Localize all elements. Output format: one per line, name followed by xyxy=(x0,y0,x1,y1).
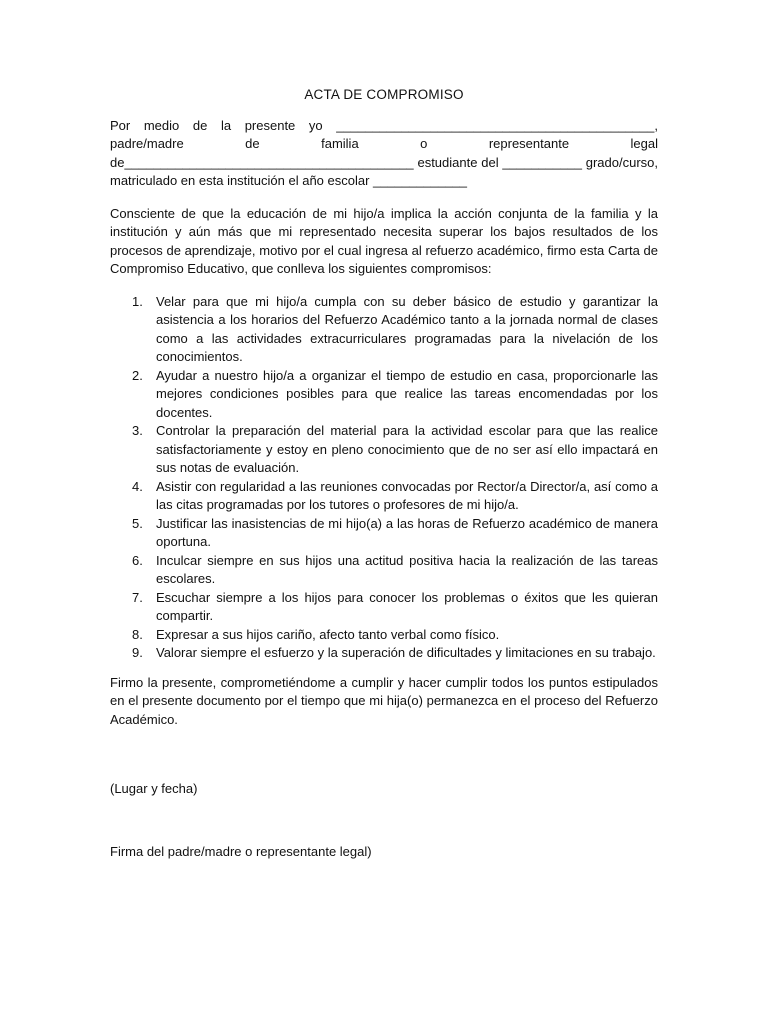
item-number: 8. xyxy=(132,626,143,642)
commitment-item xyxy=(110,626,658,645)
item-text: Ayudar a nuestro hijo/a a organizar el tiempo de estudio en casa, proporcionarle las mejores condiciones posibles para que realice las tareas encomendadas por los docentes. xyxy=(156,367,658,420)
commitment-item xyxy=(110,589,658,626)
item-text: Asistir con regularidad a las reuniones convocadas por Rector/a Director/a, así como a las citas programadas por los tutores o profesores de mi hijo/a. xyxy=(156,478,658,512)
item-text: Expresar a sus hijos cariño, afecto tanto verbal como físico. xyxy=(156,626,500,642)
commitment-item xyxy=(110,293,658,367)
commitment-item xyxy=(110,644,658,663)
document-body xyxy=(110,86,658,743)
commitments-list xyxy=(110,293,658,663)
item-number: 3. xyxy=(132,423,143,438)
item-text: Escuchar siempre a los hijos para conocer los problemas o éxitos que les quieran compartir. xyxy=(156,589,658,623)
document-title: ACTA DE COMPROMISO xyxy=(304,87,464,102)
signature-label: Firma del padre/madre o representante legal) xyxy=(110,844,372,859)
intro-paragraph: Por medio de la presente yo ____________________________________________, padre/madre de familia o representante legal de________________________________________ estudiante del ___________ grado/curso, matriculado en esta institución el año escolar _____________ xyxy=(110,117,658,188)
item-number: 6. xyxy=(132,552,143,568)
place-date-label: (Lugar y fecha) xyxy=(110,781,198,796)
item-text: Velar para que mi hijo/a cumpla con su deber básico de estudio y garantizar la asistencia a los horarios del Refuerzo Académico tanto a la jornada normal de clases como a las actividades extracurriculares programadas para la nivelación de los conocimientos. xyxy=(156,293,658,364)
item-number: 2. xyxy=(132,367,143,383)
commitment-item xyxy=(110,478,658,515)
item-text: Valorar siempre el esfuerzo y la superación de dificultades y limitaciones en su trabajo. xyxy=(156,645,656,660)
item-number: 5. xyxy=(132,515,143,531)
item-text: Inculcar siempre en sus hijos una actitud positiva hacia la realización de las tareas escolares. xyxy=(156,552,658,586)
commitment-item xyxy=(110,367,658,423)
commitment-item xyxy=(110,422,658,478)
item-number: 4. xyxy=(132,478,143,494)
item-number: 9. xyxy=(132,645,143,660)
item-text: Controlar la preparación del material para la actividad escolar para que las realice satisfactoriamente y estoy en pleno conocimiento que de no ser así ello impactará en sus notas de evaluación. xyxy=(156,423,658,475)
item-number: 7. xyxy=(132,589,143,605)
commitment-item xyxy=(110,515,658,552)
commitment-item xyxy=(110,552,658,589)
context-paragraph: Consciente de que la educación de mi hijo/a implica la acción conjunta de la familia y la institución y aún más que mi representado necesita superar los bajos resultados de los procesos de aprendizaje, motivo por el cual ingresa al refuerzo académico, firmo esta Carta de Compromiso Educativo, que conlleva los siguientes compromisos: xyxy=(110,205,658,276)
closing-paragraph: Firmo la presente, comprometiéndome a cumplir y hacer cumplir todos los puntos estipulados en el presente documento por el tiempo que mi hija(o) permanezca en el proceso del Refuerzo Académico. xyxy=(110,674,658,727)
item-number: 1. xyxy=(132,293,143,309)
item-text: Justificar las inasistencias de mi hijo(a) a las horas de Refuerzo académico de manera oportuna. xyxy=(156,515,658,549)
